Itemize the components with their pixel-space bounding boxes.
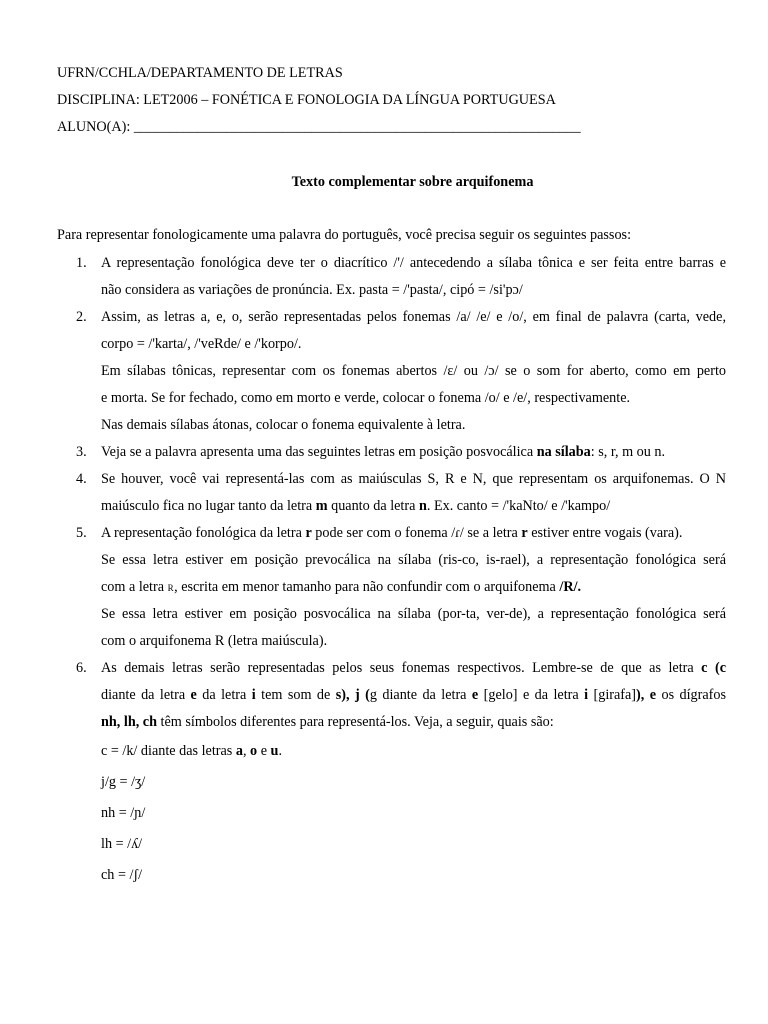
bold-run: i bbox=[584, 687, 589, 703]
list-item-line: corpo = /'karta/, /'veRde/ e /'korpo/. bbox=[101, 336, 302, 352]
text-run: maiúsculo fica no lugar tanto da letra bbox=[101, 498, 316, 514]
list-item-line: e morta. Se for fechado, como em morto e verde, colocar o fonema /o/ e /e/, respectivamente. bbox=[101, 390, 631, 406]
text-run: . bbox=[278, 743, 282, 759]
list-item bbox=[0, 520, 726, 655]
bold-run: o bbox=[250, 743, 258, 759]
text-run: com a letra bbox=[101, 579, 168, 595]
bold-run: s), j ( bbox=[335, 687, 370, 703]
bold-run: na sílaba bbox=[536, 444, 591, 460]
list-item-line: Se essa letra estiver em posição posvocálica na sílaba (por-ta, ver-de), a representação fonológica será bbox=[101, 606, 726, 622]
list-item bbox=[0, 466, 726, 520]
list-item-line bbox=[101, 709, 726, 736]
list-item-number: 2. bbox=[76, 309, 87, 325]
small-r-glyph: R bbox=[167, 583, 175, 593]
list-item-line: j/g = /ʒ/ bbox=[101, 774, 146, 790]
header-student-field: ALUNO(A): _______________________________________________________________ bbox=[57, 119, 581, 135]
list-item-line bbox=[101, 439, 726, 466]
bold-run: nh, lh, ch bbox=[101, 714, 157, 730]
list-item-number: 4. bbox=[76, 471, 87, 487]
steps-list bbox=[0, 250, 768, 891]
document-title: Texto complementar sobre arquifonema bbox=[291, 174, 534, 190]
list-item-line: Assim, as letras a, e, o, serão representadas pelos fonemas /a/ /e/ e /o/, em final de palavra (carta, vede, bbox=[101, 309, 726, 325]
list-item-line bbox=[101, 736, 726, 767]
text-run: da letra bbox=[196, 687, 252, 703]
list-item-line bbox=[101, 520, 726, 547]
text-run: , bbox=[242, 743, 251, 759]
list-item-line: Se houver, você vai representá-las com as maiúsculas S, R e N, que representam os arquifonemas. O N bbox=[101, 471, 726, 487]
bold-run: c (c bbox=[701, 660, 726, 676]
list-item-line: Nas demais sílabas átonas, colocar o fonema equivalente à letra. bbox=[101, 417, 466, 433]
list-item-line: Em sílabas tônicas, representar com os fonemas abertos /ɛ/ ou /ɔ/ se o som for aberto, como em perto bbox=[101, 363, 726, 379]
text-run: . Ex. canto = /'kaNto/ e /'kampo/ bbox=[426, 498, 611, 514]
document-header bbox=[57, 63, 737, 144]
list-item-line: A representação fonológica deve ter o diacrítico /'/ antecedendo a sílaba tônica e ser feita entre barras e bbox=[101, 255, 726, 271]
list-item-line bbox=[101, 493, 726, 520]
list-item-line bbox=[101, 655, 726, 682]
header-course: DISCIPLINA: LET2006 – FONÉTICA E FONOLOGIA DA LÍNGUA PORTUGUESA bbox=[57, 92, 556, 108]
bold-run: r bbox=[521, 525, 528, 541]
text-run: As demais letras serão representadas pelos seus fonemas respectivos. Lembre-se de que as letra bbox=[101, 660, 702, 676]
list-item bbox=[0, 250, 726, 304]
text-run: : s, r, m ou n. bbox=[590, 444, 666, 460]
bold-run: n bbox=[418, 498, 427, 514]
list-item bbox=[0, 304, 726, 439]
bold-run: /R/. bbox=[559, 579, 582, 595]
list-item-line: nh = /ɲ/ bbox=[101, 805, 146, 821]
list-item bbox=[0, 439, 726, 466]
list-item-line: lh = /ʎ/ bbox=[101, 836, 143, 852]
bold-run: m bbox=[315, 498, 328, 514]
list-item-line: não considera as variações de pronúncia. Ex. pasta = /'pasta/, cipó = /si'pɔ/ bbox=[101, 282, 523, 298]
text-run: c = /k/ diante das letras bbox=[101, 743, 236, 759]
text-run: [girafa] bbox=[588, 687, 637, 703]
text-run: têm símbolos diferentes para representá-los. Veja, a seguir, quais são: bbox=[157, 714, 554, 730]
bold-run: r bbox=[305, 525, 312, 541]
list-item-number: 3. bbox=[76, 444, 87, 460]
bold-run: e bbox=[471, 687, 479, 703]
list-item-number: 1. bbox=[76, 255, 87, 271]
text-run: quanto da letra bbox=[327, 498, 419, 514]
text-run: , escrita em menor tamanho para não confundir com o arquifonema bbox=[174, 579, 560, 595]
bold-run: i bbox=[251, 687, 256, 703]
text-run: Veja se a palavra apresenta uma das seguintes letras em posição posvocálica bbox=[101, 444, 537, 460]
header-institution: UFRN/CCHLA/DEPARTAMENTO DE LETRAS bbox=[57, 65, 343, 81]
text-run: estiver entre vogais (vara). bbox=[527, 525, 683, 541]
text-run: tem som de bbox=[255, 687, 336, 703]
text-run: diante da letra bbox=[101, 687, 191, 703]
list-item-line bbox=[101, 682, 726, 709]
list-item-line: Se essa letra estiver em posição prevocálica na sílaba (ris-co, is-rael), a representação fonológica será bbox=[101, 552, 726, 568]
list-item bbox=[0, 655, 726, 891]
text-run: pode ser com o fonema /ɾ/ se a letra bbox=[311, 525, 522, 541]
bold-run: e bbox=[190, 687, 197, 703]
text-run: e bbox=[257, 743, 271, 759]
text-run: os dígrafos bbox=[656, 687, 727, 703]
text-run: [gelo] e da letra bbox=[478, 687, 585, 703]
bold-run: u bbox=[270, 743, 279, 759]
text-run: A representação fonológica da letra bbox=[101, 525, 306, 541]
list-item-line bbox=[101, 574, 726, 601]
list-item-line: com o arquifonema R (letra maiúscula). bbox=[101, 633, 328, 649]
list-item-number: 5. bbox=[76, 525, 87, 541]
intro-paragraph: Para representar fonologicamente uma palavra do português, você precisa seguir os seguintes passos: bbox=[57, 227, 632, 243]
bold-run: ), e bbox=[636, 687, 657, 703]
list-item-number: 6. bbox=[76, 660, 87, 676]
bold-run: a bbox=[235, 743, 243, 759]
list-item-line: ch = /ʃ/ bbox=[101, 867, 143, 883]
text-run: g diante da letra bbox=[369, 687, 472, 703]
